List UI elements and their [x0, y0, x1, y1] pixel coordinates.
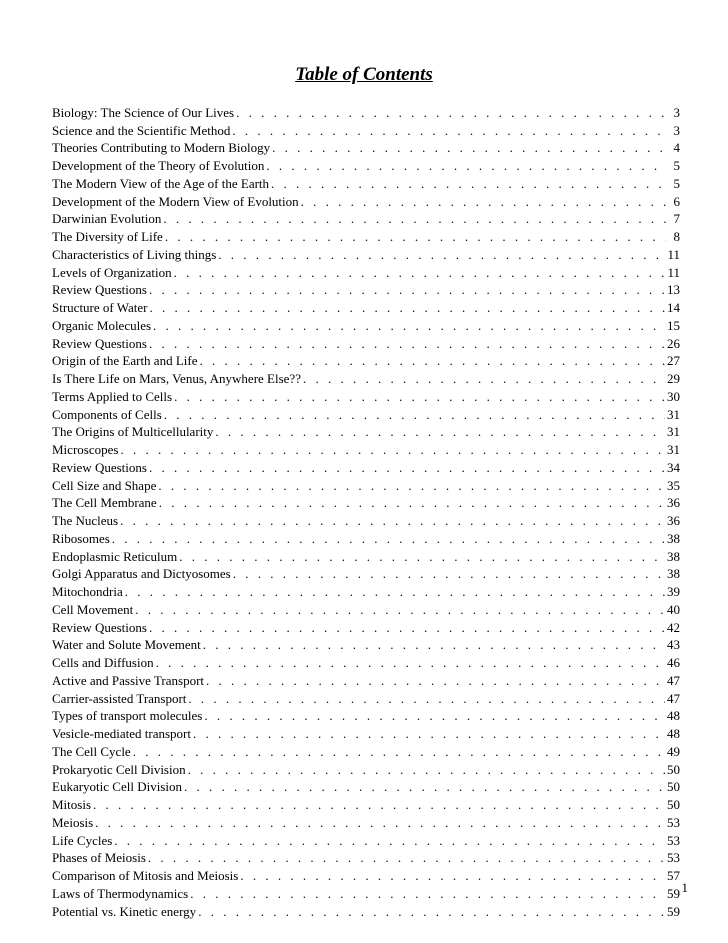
toc-entry-page: 6	[673, 193, 680, 209]
toc-entry-label: The Diversity of Life	[52, 229, 163, 244]
toc-entry-label: Cell Movement	[52, 601, 134, 617]
toc-entry-label: Phases of Meiosis	[52, 850, 146, 866]
toc-dot-leader	[198, 903, 665, 920]
toc-entry-label: Origin of the Earth and Life	[52, 353, 198, 369]
toc-entry-label: Water and Solute Movement	[52, 637, 201, 653]
toc-dot-leader	[135, 601, 665, 618]
toc-entry-page: 38	[667, 530, 680, 546]
toc-entry-label: Prokaryotic Cell Division	[52, 761, 186, 777]
toc-dot-leader	[165, 228, 666, 245]
toc-entry	[52, 813, 680, 831]
toc-entry	[52, 458, 680, 476]
toc-entry	[52, 103, 680, 121]
toc-entry-page: 14	[667, 300, 680, 315]
toc-entry-page: 38	[667, 548, 680, 564]
toc-entry	[52, 352, 680, 370]
toc-entry-label: Cells and Diffusion	[52, 655, 154, 670]
toc-entry-page: 29	[667, 371, 680, 386]
toc-entry-page: 53	[667, 814, 680, 830]
toc-entry-label: Meiosis	[52, 814, 94, 830]
toc-entry	[52, 689, 680, 707]
toc-dot-leader	[271, 175, 666, 192]
toc-entry-page: 59	[667, 885, 680, 901]
toc-dot-leader	[272, 139, 666, 156]
toc-entry	[52, 529, 680, 547]
toc-entry-label: Types of transport molecules	[52, 708, 203, 724]
toc-dot-leader	[159, 494, 665, 511]
toc-entry	[52, 831, 680, 849]
toc-entry-label: Levels of Organization	[52, 264, 172, 280]
toc-entry-label: The Origins of Multicellularity	[52, 424, 214, 440]
toc-entry	[52, 778, 680, 796]
toc-entry-label: Is There Life on Mars, Venus, Anywhere Else??	[52, 371, 301, 386]
toc-entry	[52, 511, 680, 529]
toc-entry	[52, 600, 680, 618]
toc-entry-label: Microscopes	[52, 442, 119, 457]
toc-dot-leader	[149, 459, 665, 476]
toc-entry-page: 15	[667, 317, 680, 333]
toc-dot-leader	[203, 636, 665, 653]
toc-entry-label: Mitochondria	[52, 584, 123, 599]
toc-dot-leader	[204, 707, 665, 724]
toc-entry	[52, 724, 680, 742]
toc-dot-leader	[158, 477, 665, 494]
toc-entry	[52, 281, 680, 299]
toc-dot-leader	[114, 832, 665, 849]
toc-entry-page: 50	[667, 761, 680, 777]
toc-dot-leader	[149, 619, 665, 636]
toc-entry-label: The Cell Cycle	[52, 743, 131, 759]
toc-entry-page: 31	[667, 406, 680, 422]
toc-dot-leader	[190, 885, 665, 902]
toc-entry-label: Endoplasmic Reticulum	[52, 548, 178, 564]
toc-entry-page: 31	[667, 442, 680, 457]
toc-entry	[52, 636, 680, 654]
toc-dot-leader	[125, 583, 665, 600]
toc-entry	[52, 547, 680, 565]
toc-dot-leader	[240, 867, 665, 884]
toc-entry-page: 48	[667, 708, 680, 724]
toc-entry	[52, 494, 680, 512]
toc-entry	[52, 174, 680, 192]
toc-entry-label: Science and the Scientific Method	[52, 122, 231, 138]
toc-entry-page: 46	[667, 655, 680, 670]
toc-entry-page: 26	[667, 335, 680, 351]
toc-dot-leader	[156, 654, 665, 671]
toc-entry-label: Development of the Modern View of Evolution	[52, 193, 299, 209]
toc-dot-leader	[120, 512, 665, 529]
toc-entry-page: 34	[667, 459, 680, 475]
toc-entry	[52, 405, 680, 423]
toc-entry	[52, 902, 680, 920]
toc-dot-leader	[184, 778, 665, 795]
toc-dot-leader	[163, 210, 666, 227]
toc-entry-page: 47	[667, 672, 680, 688]
toc-entry-label: Components of Cells	[52, 406, 162, 422]
toc-entry	[52, 263, 680, 281]
toc-dot-leader	[149, 281, 665, 298]
toc-entry	[52, 139, 680, 157]
toc-entry-page: 31	[667, 424, 680, 440]
toc-entry	[52, 653, 680, 671]
toc-entry-label: The Modern View of the Age of the Earth	[52, 175, 270, 191]
toc-entry-page: 3	[673, 122, 680, 138]
toc-dot-leader	[301, 193, 666, 210]
toc-entry-page: 47	[667, 690, 680, 706]
toc-entry-label: The Cell Membrane	[52, 495, 157, 511]
toc-dot-leader	[236, 104, 666, 121]
toc-entry	[52, 618, 680, 636]
toc-entry	[52, 795, 680, 813]
toc-entry-page: 53	[667, 850, 680, 866]
toc-entry	[52, 884, 680, 902]
toc-entry	[52, 423, 680, 441]
toc-dot-leader	[193, 725, 665, 742]
table-of-contents	[52, 103, 680, 920]
toc-entry	[52, 849, 680, 867]
toc-entry	[52, 298, 680, 316]
toc-entry-label: Theories Contributing to Modern Biology	[52, 140, 271, 156]
toc-entry-label: Potential vs. Kinetic energy	[52, 903, 197, 919]
toc-entry-page: 50	[667, 779, 680, 795]
toc-dot-leader	[199, 352, 665, 369]
toc-entry-label: Organic Molecules	[52, 317, 152, 333]
toc-entry-label: Review Questions	[52, 282, 147, 298]
toc-dot-leader	[164, 406, 665, 423]
toc-entry-label: Review Questions	[52, 459, 147, 475]
toc-entry-label: Cell Size and Shape	[52, 477, 157, 493]
page-number: 1	[681, 880, 688, 895]
toc-entry-page: 13	[667, 282, 680, 298]
toc-dot-leader	[148, 849, 665, 866]
toc-dot-leader	[233, 565, 665, 582]
toc-entry	[52, 316, 680, 334]
toc-entry-label: Ribosomes	[52, 530, 110, 546]
toc-dot-leader	[303, 370, 665, 387]
toc-entry	[52, 156, 680, 174]
page-title: Table of Contents	[295, 64, 433, 85]
toc-entry-page: 38	[667, 566, 680, 582]
toc-entry-page: 35	[667, 477, 680, 493]
toc-entry-label: Golgi Apparatus and Dictyosomes	[52, 566, 231, 582]
toc-entry-label: Terms Applied to Cells	[52, 388, 173, 404]
toc-entry	[52, 210, 680, 228]
toc-dot-leader	[232, 122, 666, 139]
toc-entry	[52, 760, 680, 778]
toc-entry	[52, 866, 680, 884]
toc-entry	[52, 671, 680, 689]
toc-entry	[52, 192, 680, 210]
toc-dot-leader	[188, 761, 665, 778]
toc-entry-page: 30	[667, 388, 680, 404]
toc-entry-page: 11	[667, 246, 680, 262]
toc-dot-leader	[112, 530, 665, 547]
toc-entry	[52, 387, 680, 405]
toc-entry-label: Biology: The Science of Our Lives	[52, 104, 235, 120]
toc-entry-page: 8	[673, 229, 680, 244]
toc-entry-label: Structure of Water	[52, 300, 148, 315]
toc-entry-page: 43	[667, 637, 680, 653]
toc-entry-label: Development of the Theory of Evolution	[52, 158, 265, 173]
toc-entry-label: Laws of Thermodynamics	[52, 885, 189, 901]
toc-entry-label: Comparison of Mitosis and Meiosis	[52, 868, 239, 883]
toc-dot-leader	[120, 441, 665, 458]
toc-dot-leader	[153, 317, 665, 334]
toc-dot-leader	[206, 672, 665, 689]
toc-entry-label: Mitosis	[52, 797, 92, 812]
toc-dot-leader	[174, 264, 666, 281]
toc-entry-page: 50	[667, 797, 680, 812]
toc-dot-leader	[266, 157, 666, 174]
toc-entry-page: 27	[667, 353, 680, 369]
toc-dot-leader	[93, 796, 665, 813]
toc-entry	[52, 440, 680, 458]
toc-entry-page: 49	[667, 743, 680, 759]
toc-entry-label: Carrier-assisted Transport	[52, 690, 187, 706]
toc-entry	[52, 707, 680, 725]
toc-entry	[52, 582, 680, 600]
toc-entry-page: 4	[673, 140, 680, 156]
toc-dot-leader	[215, 423, 665, 440]
toc-entry-page: 3	[673, 104, 680, 120]
toc-entry	[52, 476, 680, 494]
toc-entry	[52, 334, 680, 352]
toc-entry-page: 36	[667, 513, 680, 528]
toc-entry-page: 48	[667, 726, 680, 741]
toc-entry-page: 53	[667, 832, 680, 848]
toc-entry	[52, 227, 680, 245]
toc-entry	[52, 245, 680, 263]
toc-entry-label: Vesicle-mediated transport	[52, 726, 191, 741]
toc-entry-label: Characteristics of Living things	[52, 246, 217, 262]
toc-entry-page: 5	[673, 158, 680, 173]
toc-entry-label: Life Cycles	[52, 832, 113, 848]
toc-dot-leader	[179, 548, 665, 565]
toc-entry-page: 39	[667, 584, 680, 599]
toc-entry-page: 42	[667, 619, 680, 635]
toc-entry	[52, 565, 680, 583]
toc-entry	[52, 369, 680, 387]
toc-entry-page: 57	[667, 868, 680, 883]
toc-entry-label: Eukaryotic Cell Division	[52, 779, 182, 795]
toc-dot-leader	[149, 335, 665, 352]
toc-entry-label: Review Questions	[52, 335, 147, 351]
toc-entry	[52, 121, 680, 139]
toc-dot-leader	[174, 388, 665, 405]
toc-entry-page: 11	[667, 264, 680, 280]
toc-entry-label: Darwinian Evolution	[52, 211, 162, 227]
toc-entry-page: 5	[673, 175, 680, 191]
toc-entry-label: The Nucleus	[52, 513, 119, 528]
toc-dot-leader	[149, 299, 665, 316]
toc-entry-label: Active and Passive Transport	[52, 672, 205, 688]
toc-dot-leader	[218, 246, 665, 263]
toc-dot-leader	[188, 690, 665, 707]
toc-entry-page: 7	[673, 211, 680, 227]
toc-entry-label: Review Questions	[52, 619, 147, 635]
toc-dot-leader	[133, 743, 665, 760]
toc-entry-page: 36	[667, 495, 680, 511]
toc-dot-leader	[95, 814, 665, 831]
toc-entry	[52, 742, 680, 760]
toc-entry-page: 40	[667, 601, 680, 617]
toc-entry-page: 59	[667, 903, 680, 919]
